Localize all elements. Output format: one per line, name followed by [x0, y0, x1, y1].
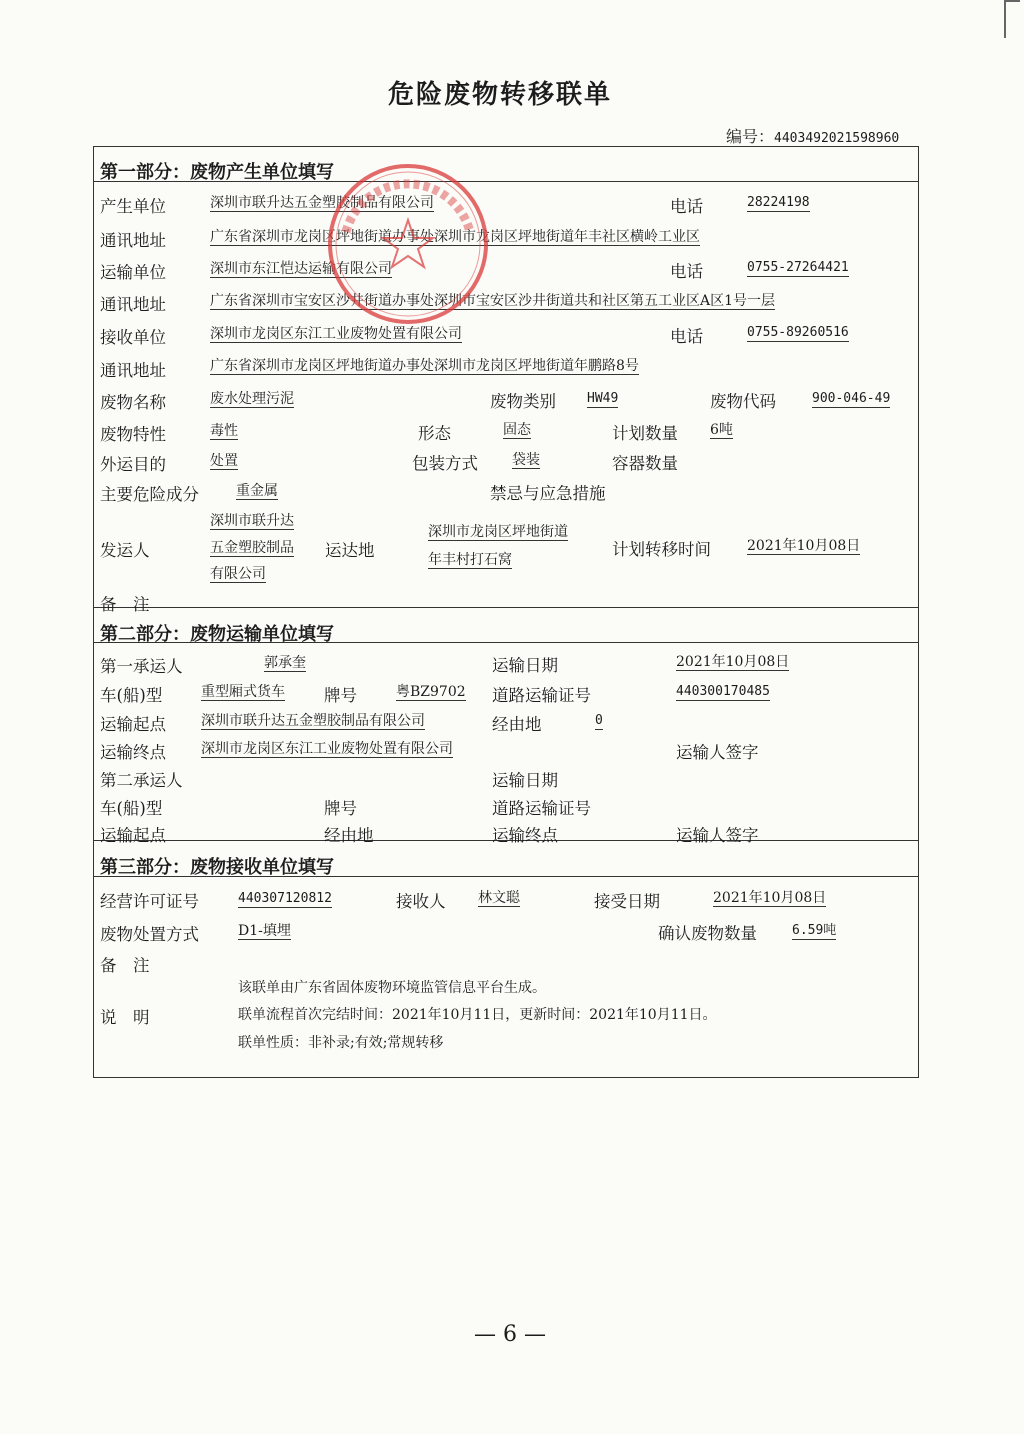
purpose-label: 外运目的 [100, 455, 166, 474]
waste-code-label: 废物代码 [710, 392, 776, 411]
address-label: 通讯地址 [100, 295, 166, 314]
shipper-line: 五金塑胶制品 [210, 540, 294, 556]
permit-label: 道路运输证号 [492, 686, 591, 705]
plate-value: 粤BZ9702 [396, 684, 466, 700]
note-line: 该联单由广东省固体废物环境监管信息平台生成。 [238, 980, 546, 996]
carrier1-label: 第一承运人 [100, 657, 183, 676]
receiver-phone: 0755-89260516 [747, 325, 849, 340]
transporter-phone: 0755-27264421 [747, 260, 849, 275]
origin-label: 运输起点 [100, 826, 166, 845]
origin-label: 运输起点 [100, 715, 166, 734]
receiver-address: 广东省深圳市龙岗区坪地街道办事处深圳市龙岗区坪地街道年鹏路8号 [210, 358, 639, 374]
purpose-value: 处置 [210, 453, 238, 469]
permit-label: 道路运输证号 [492, 799, 591, 818]
license-value: 440307120812 [238, 891, 332, 906]
transport-date-label: 运输日期 [492, 656, 558, 675]
producer-phone: 28224198 [747, 195, 810, 210]
plan-time-label: 计划转移时间 [612, 540, 711, 559]
origin-value: 深圳市联升达五金塑胶制品有限公司 [201, 713, 425, 729]
scan-corner-mark [1004, 0, 1020, 38]
destination-line: 年丰村打石窝 [428, 552, 512, 568]
section1-heading: 第一部分：废物产生单位填写 [100, 162, 334, 183]
emergency-label: 禁忌与应急措施 [490, 484, 606, 503]
shipper-label: 发运人 [100, 541, 150, 560]
producer-value: 深圳市联升达五金塑胶制品有限公司 [210, 195, 434, 211]
remarks-label: 备 注 [100, 595, 150, 614]
license-label: 经营许可证号 [100, 892, 199, 911]
remarks-label: 备 注 [100, 956, 150, 975]
producer-address: 广东省深圳市龙岗区坪地街道办事处深圳市龙岗区坪地街道年丰社区横岭工业区 [210, 229, 700, 245]
carrier2-label: 第二承运人 [100, 771, 183, 790]
section2-heading: 第二部分：废物运输单位填写 [100, 624, 334, 645]
plate-label: 牌号 [324, 799, 357, 818]
accept-date-label: 接受日期 [594, 892, 660, 911]
end-label: 运输终点 [492, 826, 558, 845]
receiver-person-value: 林文聪 [478, 890, 520, 906]
phone-label: 电话 [670, 197, 703, 216]
disposal-label: 废物处置方式 [100, 925, 199, 944]
note-line: 联单流程首次完结时间：2021年10月11日，更新时间：2021年10月11日。 [238, 1007, 717, 1023]
waste-code-value: 900-046-49 [812, 391, 891, 406]
phone-label: 电话 [670, 327, 703, 346]
via-label: 经由地 [492, 715, 542, 734]
shipper-line: 有限公司 [210, 566, 266, 582]
shipper-line: 深圳市联升达 [210, 513, 294, 529]
waste-name-label: 废物名称 [100, 393, 166, 412]
transport-date-value: 2021年10月08日 [676, 654, 790, 670]
document-number-label: 编号： [726, 127, 775, 146]
address-label: 通讯地址 [100, 361, 166, 380]
container-qty-label: 容器数量 [612, 454, 678, 473]
planned-qty-value: 6吨 [710, 422, 733, 438]
receiver-value: 深圳市龙岗区东江工业废物处置有限公司 [210, 326, 462, 342]
transporter-address: 广东省深圳市宝安区沙井街道办事处深圳市宝安区沙井街道共和社区第五工业区A区1号一层 [210, 293, 776, 309]
disposal-value: D1-填埋 [238, 923, 291, 939]
confirm-qty-label: 确认废物数量 [658, 924, 757, 943]
destination-line: 深圳市龙岗区坪地街道 [428, 524, 568, 540]
document-number [726, 124, 899, 147]
destination-label: 运达地 [325, 541, 375, 560]
form-label: 形态 [418, 424, 451, 443]
planned-qty-label: 计划数量 [612, 424, 678, 443]
note-line: 联单性质：非补录;有效;常规转移 [238, 1035, 444, 1051]
vehicle-label: 车(船)型 [100, 799, 163, 818]
permit-value: 440300170485 [676, 684, 770, 699]
address-label: 通讯地址 [100, 231, 166, 250]
accept-date-value: 2021年10月08日 [713, 890, 827, 906]
packaging-value: 袋装 [512, 452, 540, 468]
form-value: 固态 [503, 422, 531, 438]
receiver-person-label: 接收人 [396, 892, 446, 911]
confirm-qty-value: 6.59吨 [792, 923, 837, 938]
property-value: 毒性 [210, 423, 238, 439]
hazard-value: 重金属 [236, 483, 278, 499]
page-number: — 6 — [474, 1322, 546, 1347]
signature-label: 运输人签字 [676, 826, 759, 845]
via-label: 经由地 [324, 826, 374, 845]
hazard-label: 主要危险成分 [100, 485, 199, 504]
via-value: 0 [595, 713, 603, 728]
vehicle-value: 重型厢式货车 [201, 684, 285, 700]
packaging-label: 包装方式 [412, 454, 478, 473]
signature-label: 运输人签字 [676, 743, 759, 762]
plate-label: 牌号 [324, 686, 357, 705]
property-label: 废物特性 [100, 425, 166, 444]
form-title: 危险废物转移联单 [387, 80, 612, 110]
waste-name-value: 废水处理污泥 [210, 391, 294, 407]
divider [93, 607, 919, 608]
carrier1-value: 郭承奎 [264, 655, 306, 671]
waste-category-label: 废物类别 [490, 392, 556, 411]
plan-time-value: 2021年10月08日 [747, 538, 861, 554]
vehicle-label: 车(船)型 [100, 686, 163, 705]
end-label: 运输终点 [100, 743, 166, 762]
transport-date-label: 运输日期 [492, 771, 558, 790]
transporter-value: 深圳市东江恺达运输有限公司 [210, 261, 392, 277]
transporter-label: 运输单位 [100, 263, 166, 282]
producer-label: 产生单位 [100, 197, 166, 216]
section3-heading: 第三部分：废物接收单位填写 [100, 857, 334, 878]
note-label: 说 明 [100, 1008, 150, 1027]
receiver-label: 接收单位 [100, 328, 166, 347]
phone-label: 电话 [670, 262, 703, 281]
waste-category-value: HW49 [587, 391, 619, 406]
end-value: 深圳市龙岗区东江工业废物处置有限公司 [201, 741, 453, 757]
document-number-value: 4403492021598960 [774, 131, 900, 146]
